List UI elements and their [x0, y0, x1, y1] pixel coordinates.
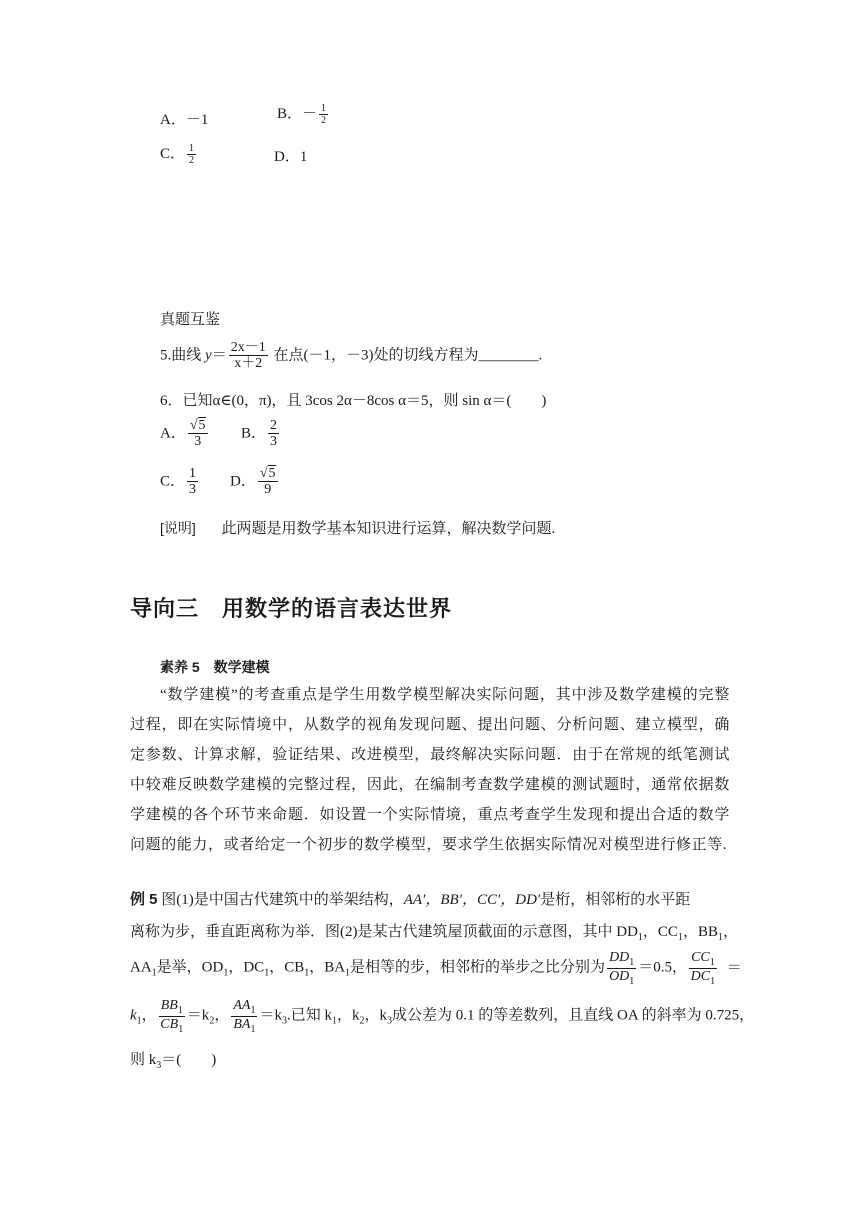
ex-line-4: $k_1$， $\frac{BB_1}{CB_1}$ $=k_2$， $\frac{AA_1}{BA_1}$ $=k_3$.已知 $k_1$，$k_2$，$k_3$成公差为 0.1 的等差数列，且直线 OA 的斜率为 0.725，: [130, 998, 755, 1035]
fraction: $\frac{√5}{9}$: [259, 466, 276, 498]
option-c: C． $\frac{1}{2}$: [160, 143, 195, 167]
zhenti-heading: 真题互鉴: [160, 312, 221, 328]
fraction: $\frac{√5}{3}$: [189, 418, 206, 450]
ex-line-1: 例 5 图(1)是中国古代建筑中的举架结构，AA′，BB′，CC′，DD′是桁，相邻桁的水平距: [130, 891, 691, 908]
fraction-aa1-ba1: $\frac{AA_1}{BA_1}$: [233, 998, 256, 1035]
q6-option-d: D． $\frac{√5}{9}$: [230, 466, 276, 498]
note-label: [说明]: [160, 520, 196, 536]
note-text: 此两题是用数学基本知识进行运算，解决数学问题.: [221, 521, 556, 537]
q6-option-a: A． $\frac{√5}{3}$: [160, 418, 206, 450]
fraction: $\frac{2}{3}$: [270, 418, 278, 450]
fraction: $\frac{1}{3}$: [189, 466, 197, 498]
section-title: 导向三 用数学的语言表达世界: [130, 596, 453, 621]
question-5: 5.曲线 y＝ $\frac{2x-1}{x+2}$ 在点(－1，－3)处的切线方程为________.: [160, 340, 543, 372]
question-6: 6．已知α∈(0，π)，且 3cos 2α－8cos α＝5，则 sin α＝( ): [160, 393, 547, 409]
example-5: [130, 888, 755, 1078]
fraction-bb1-cb1: $\frac{BB_1}{CB_1}$: [160, 998, 184, 1035]
ex-line-3: $AA_1$是举，$OD_1$，$DC_1$，$CB_1$，$BA_1$是相等的步，相邻桁的举步之比分别为 $\frac{DD_1}{OD_1}$ ＝0.5， $\frac{CC_1}{DC_1}$ ＝: [130, 950, 742, 987]
fraction: $\frac{1}{2}$: [189, 143, 195, 167]
note: [160, 517, 555, 538]
option-d: D．1: [274, 149, 308, 165]
fraction-cc1-dc1: $\frac{CC_1}{DC_1}$: [690, 950, 716, 987]
sqrt: √5: [259, 466, 276, 481]
option-a: A．－1: [160, 112, 209, 128]
fraction: $\frac{1}{2}$: [321, 103, 327, 127]
fraction: $\frac{2x-1}{x+2}$: [230, 340, 266, 372]
q6-option-c: C． $\frac{1}{3}$: [160, 466, 197, 498]
q6-option-b: B． $\frac{2}{3}$: [241, 418, 278, 450]
ex-line-5: 则 $k_3=$( ): [130, 1052, 217, 1071]
sqrt: √5: [189, 418, 206, 433]
example-label: 例 5: [130, 891, 158, 908]
section-paragraph: “数学建模”的考查重点是学生用数学模型解决实际问题，其中涉及数学建模的完整过程，即在实际情境中，从数学的视角发现问题、提出问题、分析问题、建立模型，确定参数、计算求解，验证结果、改进模型，最终解决实际问题．由于在常规的纸笔测试中较难反映数学建模的完整过程，因此，在编制考查数学建模的测试题时，通常依据数学建模的各个环节来命题．如设置一个实际情境，重点考查学生发现和提出合适的数学问题的能力，或者给定一个初步的数学模型，要求学生依据实际情况对模型进行修正等.: [130, 687, 730, 853]
sub-title: 素养 5 数学建模: [160, 659, 270, 675]
ex-line-2: 离称为步，垂直距离称为举．图(2)是某古代建筑屋顶截面的示意图，其中 $DD_1$，$CC_1$，$BB_1$，: [130, 924, 738, 943]
option-b: B．－ $\frac{1}{2}$: [277, 103, 327, 127]
fraction-dd1-od1: $\frac{DD_1}{OD_1}$: [609, 950, 635, 987]
